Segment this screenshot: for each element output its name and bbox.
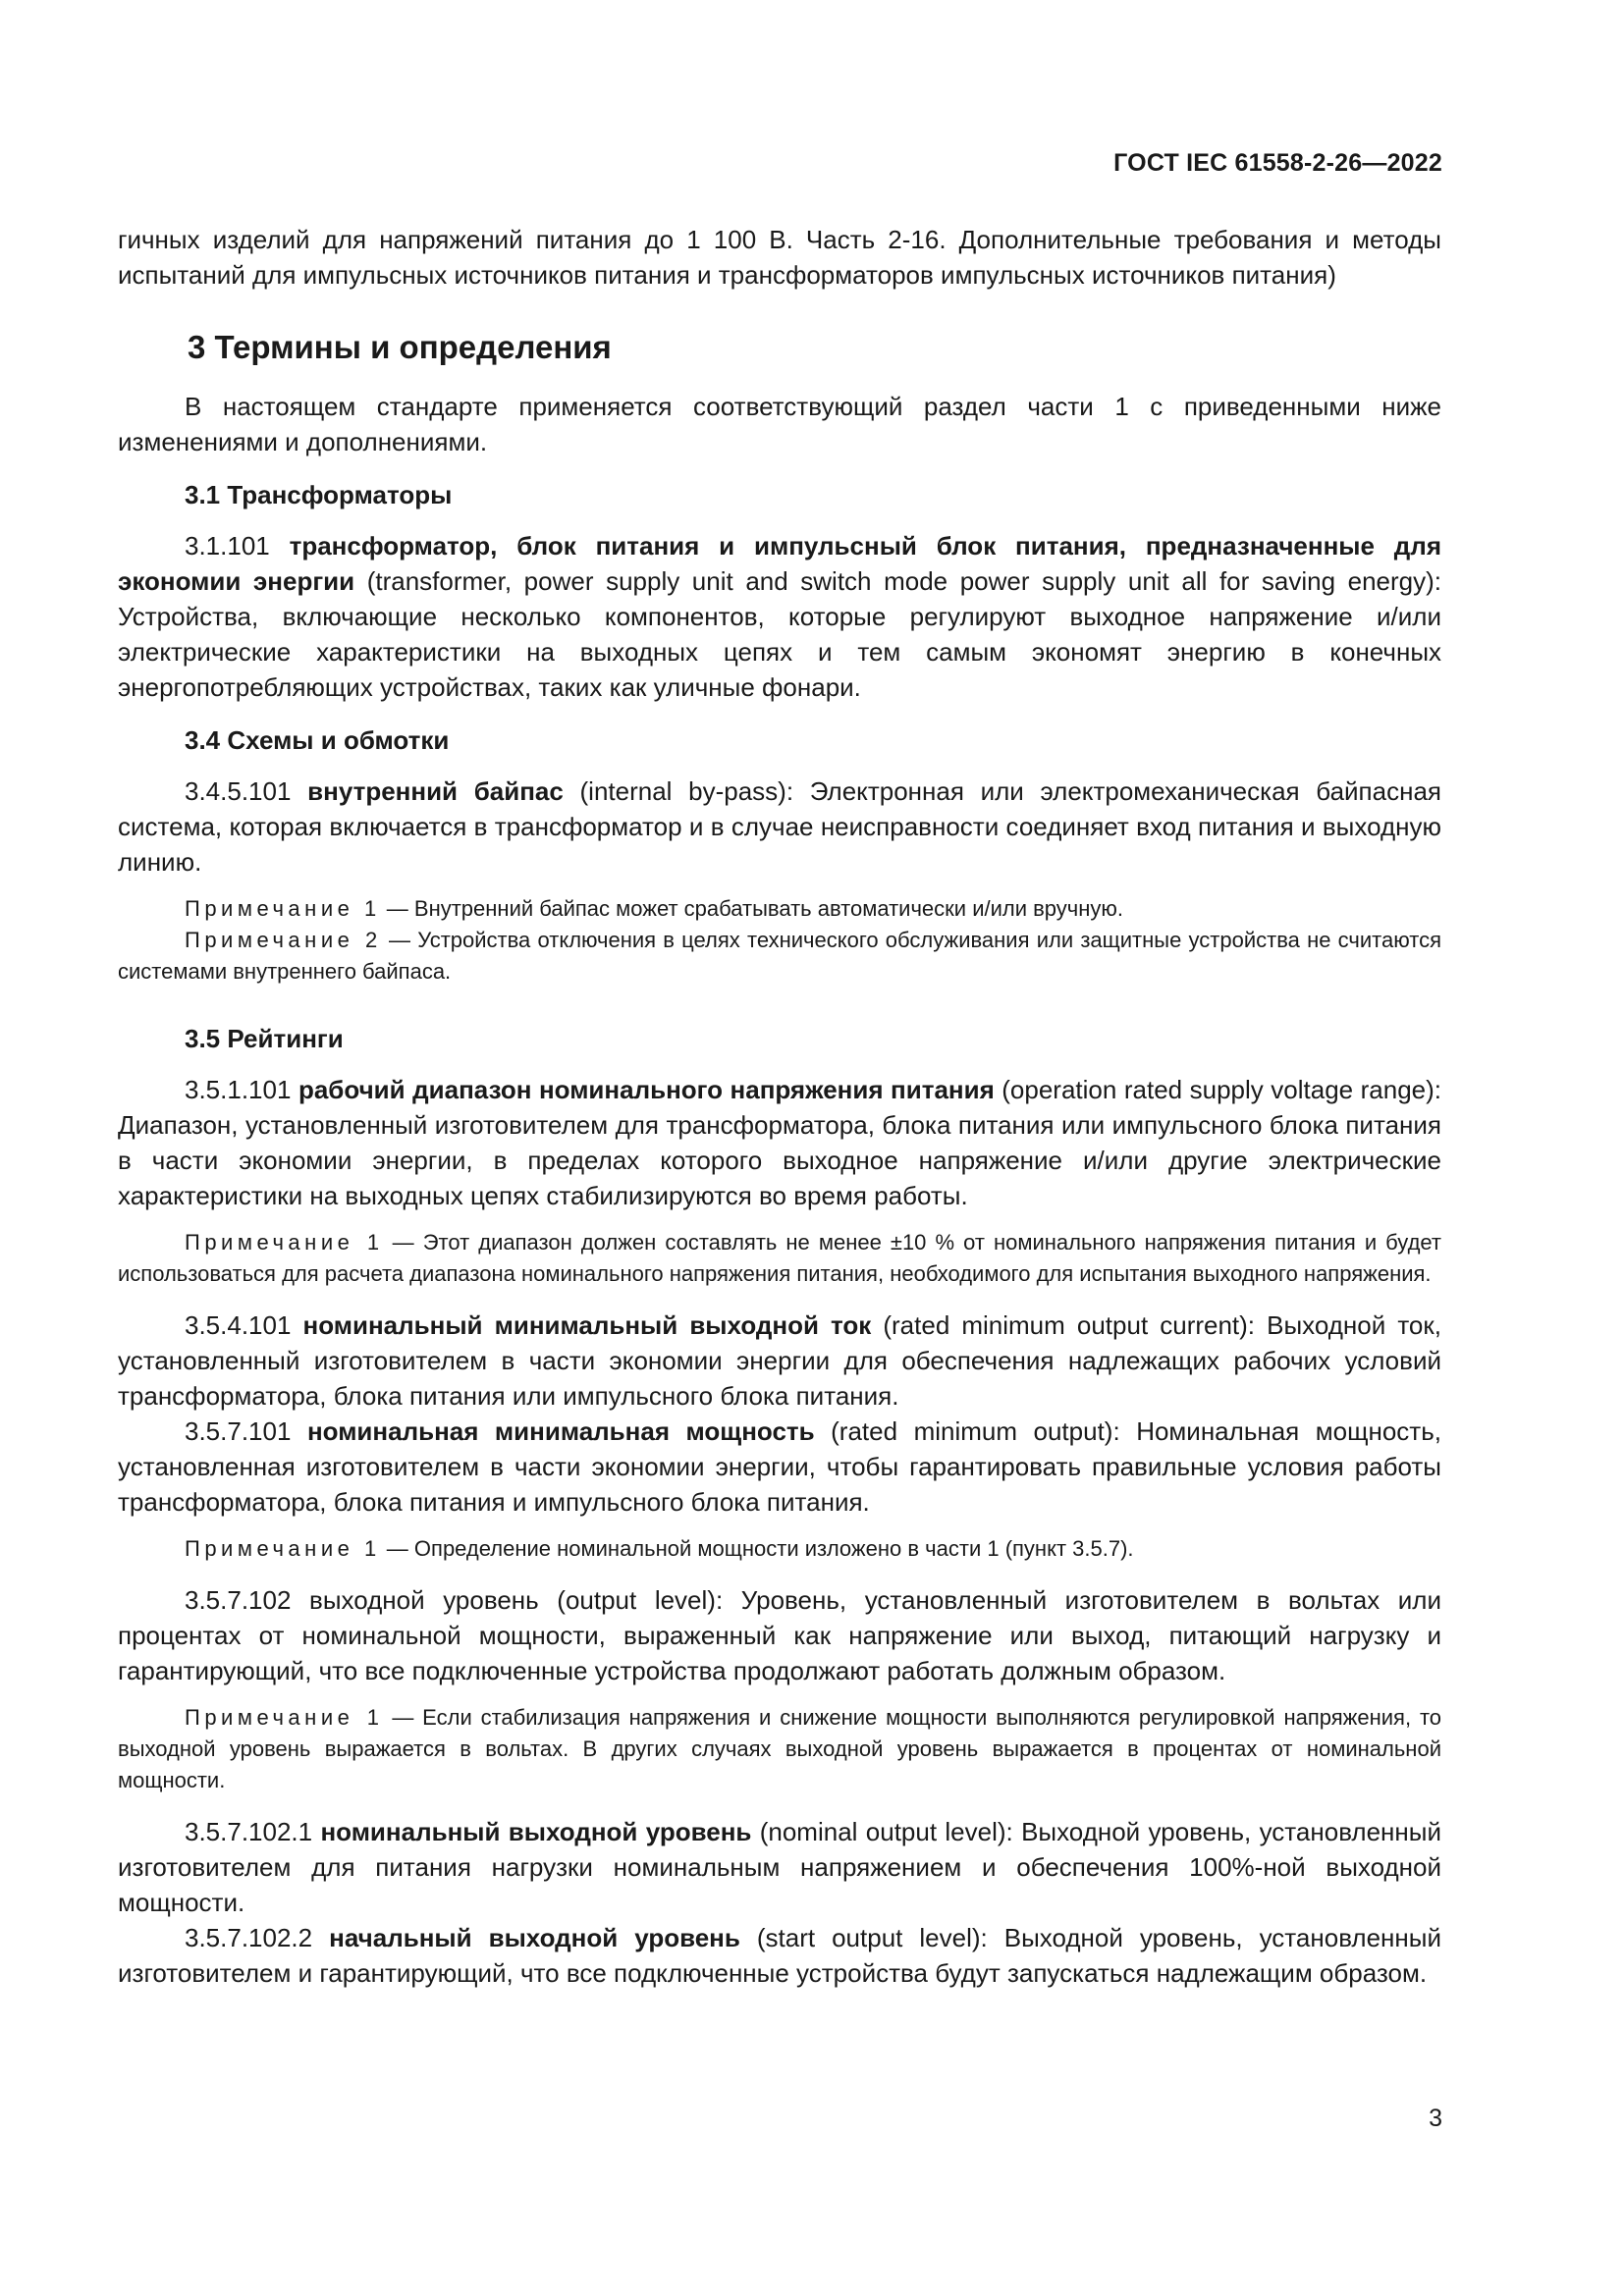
definition-term: номинальный минимальный выходной ток xyxy=(302,1310,872,1340)
definition-number: 3.5.7.102.2 xyxy=(185,1923,313,1952)
subsection-3-5-title: 3.5 Рейтинги xyxy=(185,1024,344,1053)
subsection-3-4-title: 3.4 Схемы и обмотки xyxy=(185,725,450,755)
definition-number: 3.1.101 xyxy=(185,531,270,561)
definition-text: (nominal output level): Выходной уровень, установленный изготовителем для питания нагрузки номинальным напряжением и обеспечения 100%-ной выходной мощности. xyxy=(118,1817,1441,1917)
subsection-3-1-title: 3.1 Трансформаторы xyxy=(185,480,453,509)
definition-number: 3.4.5.101 xyxy=(185,776,292,806)
definition-text: (transformer, power supply unit and switch mode power supply unit all for saving energy): Устройства, включающие несколько компонентов, которые регулируют выходное напряжение и/или электрические характеристики на выходных цепях и тем самым экономят энергию в конечных энергопотребляющих устройствах, таких как уличные фонари. xyxy=(118,566,1441,702)
note-label: Примечание 2 xyxy=(185,928,382,952)
note-1 xyxy=(118,1702,1441,1796)
document-header-id: ГОСТ IEC 61558-2-26—2022 xyxy=(1113,149,1442,177)
definition-term: номинальный выходной уровень xyxy=(320,1817,752,1846)
definition-text: (rated minimum output current): Выходной ток, установленный изготовителем в части экономии энергии для обеспечения надлежащих рабочих условий трансформатора, блока питания или импульсного блока питания. xyxy=(118,1310,1441,1411)
definition-number: 3.5.7.102.1 xyxy=(185,1817,313,1846)
note-2 xyxy=(118,925,1441,988)
notes-3-5-7-102 xyxy=(118,1702,1441,1796)
definition-3-4-5-101 xyxy=(118,774,1441,880)
definition-text: (internal by-pass): Электронная или электромеханическая байпасная система, которая включается в трансформатор и в случае неисправности соединяет вход питания и выходную линию. xyxy=(118,776,1441,877)
definition-3-5-7-101 xyxy=(118,1414,1441,1520)
intro-continuation: гичных изделий для напряжений питания до 1 100 В. Часть 2-16. Дополнительные требования и методы испытаний для импульсных источников питания и трансформаторов импульсных источников питания) xyxy=(118,225,1441,290)
notes-3-4 xyxy=(118,893,1441,988)
note-label: Примечание 1 xyxy=(185,1705,384,1730)
note-text: — Внутренний байпас может срабатывать автоматически и/или вручную. xyxy=(380,896,1124,921)
definition-3-1-101 xyxy=(118,528,1441,705)
definition-term: начальный выходной уровень xyxy=(329,1923,740,1952)
note-text: — Если стабилизация напряжения и снижение мощности выполняются регулировкой напряжения, то выходной уровень выражается в вольтах. В других случаях выходной уровень выражается в процентах от номинальной мощности. xyxy=(118,1705,1442,1792)
note-text: — Определение номинальной мощности изложено в части 1 (пункт 3.5.7). xyxy=(380,1536,1134,1561)
definition-term: рабочий диапазон номинального напряжения питания xyxy=(298,1075,995,1104)
definition-term: внутренний байпас xyxy=(307,776,564,806)
definition-3-5-7-102-2 xyxy=(118,1920,1441,1991)
note-1 xyxy=(118,1227,1441,1290)
definition-number: 3.5.1.101 xyxy=(185,1075,292,1104)
note-text: — Устройства отключения в целях технического обслуживания или защитные устройства не считаются системами внутреннего байпаса. xyxy=(118,928,1441,984)
note-1 xyxy=(118,1533,1441,1565)
page-number: 3 xyxy=(1429,2105,1442,2132)
definition-text: (rated minimum output): Номинальная мощность, установленная изготовителем в части экономии энергии, чтобы гарантировать правильные условия работы трансформатора, блока питания и импульсного блока питания. xyxy=(118,1416,1441,1517)
definition-number: 3.5.7.101 xyxy=(185,1416,292,1446)
definition-text: (operation rated supply voltage range): Диапазон, установленный изготовителем для трансформатора, блока питания или импульсного блока питания в части экономии энергии, в пределах которого выходное напряжение и/или другие электрические характеристики на выходных цепях стабилизируются во время работы. xyxy=(118,1075,1441,1210)
definition-text: (start output level): Выходной уровень, установленный изготовителем и гарантирующий, что все подключенные устройства будут запускаться надлежащим образом. xyxy=(118,1923,1441,1988)
page-body xyxy=(118,222,1441,1991)
definition-3-5-4-101 xyxy=(118,1308,1441,1414)
definition-term: трансформатор, блок питания и импульсный блок питания, предназначенные для экономии энергии xyxy=(118,531,1441,596)
definition-3-5-7-102: 3.5.7.102 выходной уровень (output level): Уровень, установленный изготовителем в вольтах или процентах от номинальной мощности, выраженный как напряжение или выход, питающий нагрузку и гарантирующий, что все подключенные устройства продолжают работать должным образом. xyxy=(118,1585,1441,1685)
definition-term: номинальная минимальная мощность xyxy=(306,1416,815,1446)
section-title: 3 Термины и определения xyxy=(188,329,612,365)
definition-3-5-7-102-1 xyxy=(118,1814,1441,1920)
note-text: — Этот диапазон должен составлять не менее ±10 % от номинального напряжения питания и будет использоваться для расчета диапазона номинального напряжения питания, необходимого для испытания выходного напряжения. xyxy=(118,1230,1441,1286)
section-intro: В настоящем стандарте применяется соответствующий раздел части 1 с приведенными ниже изменениями и дополнениями. xyxy=(118,392,1441,456)
definition-number: 3.5.4.101 xyxy=(185,1310,292,1340)
notes-3-5-7-101 xyxy=(118,1533,1441,1565)
notes-3-5-1 xyxy=(118,1227,1441,1290)
note-label: Примечание 1 xyxy=(185,896,381,921)
note-1 xyxy=(118,893,1441,925)
definition-3-5-1-101 xyxy=(118,1072,1441,1213)
note-label: Примечание 1 xyxy=(185,1230,384,1255)
note-label: Примечание 1 xyxy=(185,1536,381,1561)
